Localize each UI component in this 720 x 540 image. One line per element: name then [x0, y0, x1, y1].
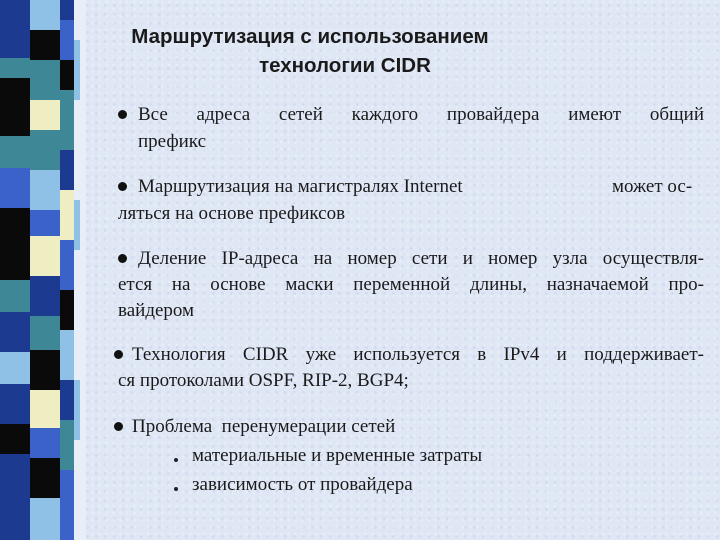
bullet-5-line-1: Проблема перенумерации сетей: [132, 416, 396, 437]
bullet-1-line-2: префикс: [138, 131, 207, 152]
bullet-3-line-1: Деление IP-адреса на номер сети и номер узла осуществля-: [138, 248, 704, 269]
slide-title: [92, 22, 528, 80]
bullet-dot: [114, 350, 123, 359]
subitem-1: материальные и временные затраты: [192, 445, 483, 466]
title-line-2: технологии CIDR: [259, 54, 431, 77]
bullet-2-line-1b: может ос-: [612, 176, 693, 197]
bullet-dot: [118, 110, 127, 119]
bullet-dot: [118, 254, 127, 263]
decorative-stripe-bar: [0, 0, 86, 540]
bullet-4-line-2: ся протоколами OSPF, RIP-2, BGP4;: [118, 370, 409, 391]
bullet-dot: [118, 182, 127, 191]
bullet-3-line-2: ется на основе маски переменной длины, назначаемой про-: [118, 274, 704, 295]
bullet-1-line-1: Все адреса сетей каждого провайдера имеют общий: [138, 104, 704, 125]
bullet-2-line-1a: Маршрутизация на магистралях Internet: [138, 176, 463, 197]
bullet-dot: [114, 422, 123, 431]
bullet-3-line-3: вайдером: [118, 300, 195, 321]
bullet-2-line-2: ляться на основе префиксов: [118, 203, 346, 224]
title-line-1: Маршрутизация с использованием: [131, 25, 489, 48]
sub-bullet-dot: [174, 487, 178, 491]
bullet-4-line-1: Технология CIDR уже используется в IPv4 и поддерживает-: [132, 344, 704, 365]
stripe-pattern: [0, 0, 86, 540]
subitem-2: зависимость от провайдера: [192, 474, 413, 495]
sub-bullet-dot: [174, 458, 178, 462]
